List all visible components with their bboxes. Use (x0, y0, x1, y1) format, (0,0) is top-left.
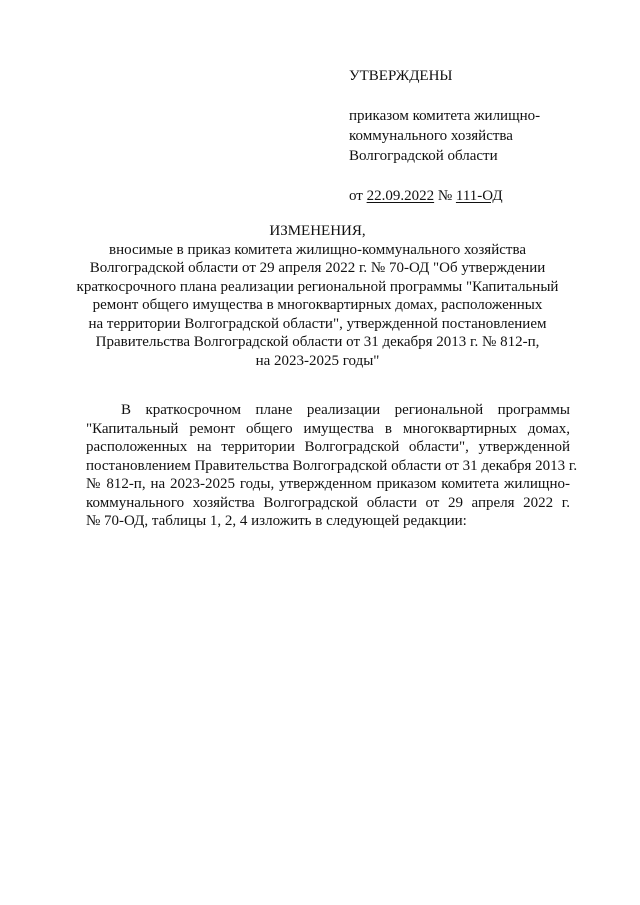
title-line: ремонт общего имущества в многоквартирных домах, расположенных (92, 297, 543, 313)
title-line: на территории Волгоградской области", утвержденной постановлением (88, 315, 547, 332)
body-line: коммунального хозяйства Волгоградской области от 29 апреля 2022 г. (86, 494, 570, 511)
body-line: № 812-п, на 2023-2025 годы, утвержденном приказом комитета жилищно- (86, 476, 570, 492)
title-line: Правительства Волгоградской области от 31 декабря 2013 г. № 812-п, (95, 334, 540, 350)
approval-heading: УТВЕРЖДЕНЫ (349, 68, 453, 84)
title-line: вносимые в приказ комитета жилищно-коммунального хозяйства (109, 241, 526, 258)
approval-date: 22.09.2022 (366, 188, 435, 204)
title-line: Волгоградской области от 29 апреля 2022 г. № 70-ОД "Об утверждении (89, 260, 546, 276)
body-line: "Капитальный ремонт общего имущества в многоквартирных домах, (86, 420, 570, 437)
document-title (60, 222, 575, 370)
approval-line: коммунального хозяйства (349, 128, 513, 144)
body-line: № 70-ОД, таблицы 1, 2, 4 изложить в следующей редакции: (86, 513, 467, 529)
approval-stamp (349, 66, 609, 206)
body-paragraph (86, 401, 578, 531)
approval-date-prefix: от (349, 188, 363, 204)
title-heading: ИЗМЕНЕНИЯ, (269, 223, 366, 239)
approval-date-line (349, 186, 609, 206)
approval-number-sign: № (437, 188, 453, 204)
approval-line: Волгоградской области (349, 148, 498, 164)
body-line: постановлением Правительства Волгоградской области от 31 декабря 2013 г. (86, 457, 578, 474)
body-line: расположенных на территории Волгоградской области", утвержденной (86, 439, 570, 455)
title-line: краткосрочного плана реализации региональной программы "Капитальный (76, 278, 559, 295)
title-line: на 2023-2025 годы" (255, 352, 380, 369)
approval-number: 111-ОД (455, 188, 503, 204)
body-line: В краткосрочном плане реализации региональной программы (121, 402, 570, 418)
approval-line: приказом комитета жилищно- (349, 108, 541, 124)
